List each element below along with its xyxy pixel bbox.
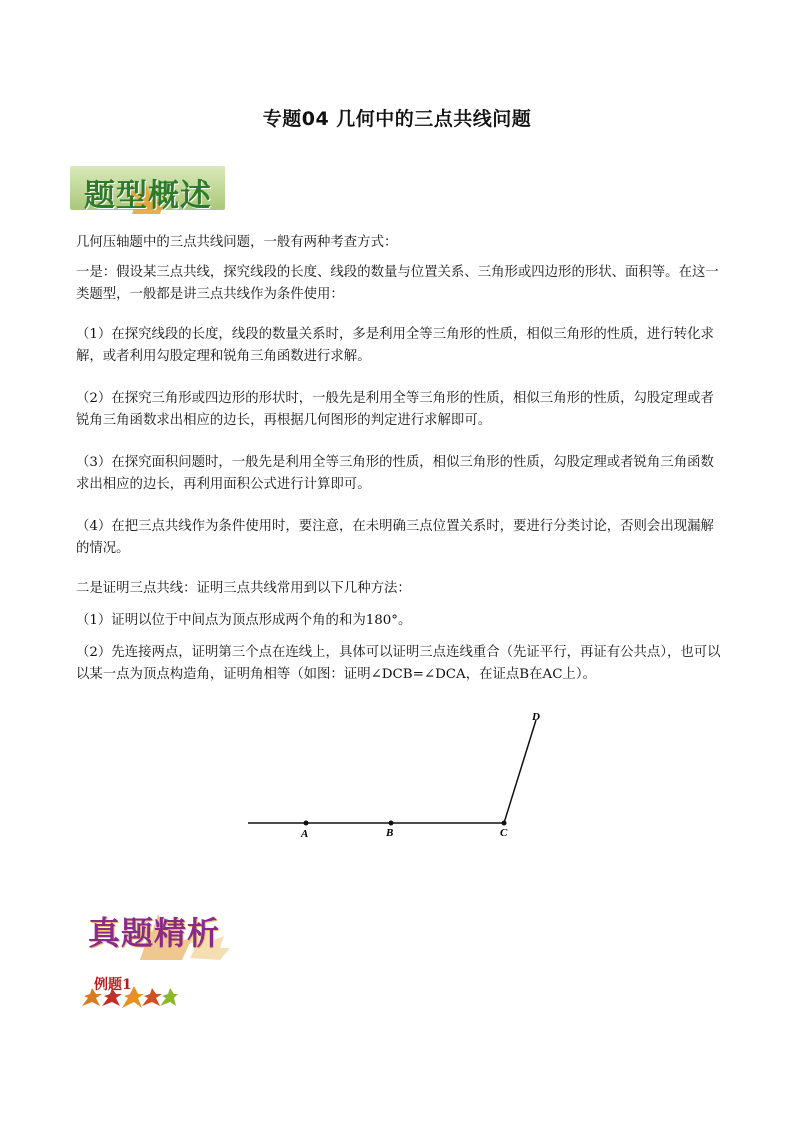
section-banner-text: 真题精析 — [88, 914, 221, 952]
section-banner-overview — [70, 166, 225, 216]
example-heading — [80, 970, 180, 1018]
paragraph-intro: 几何压轴题中的三点共线问题，一般有两种考查方式： — [76, 235, 398, 250]
paragraph-item-1: （1）在探究线段的长度，线段的数量关系时，多是利用全等三角形的性质，相似三角形的性质，进行转化求解，或者利用勾股定理和锐角三角函数进行求解。 — [76, 327, 714, 364]
point-c — [502, 821, 507, 826]
paragraph-method-1: （1）证明以位于中间点为顶点形成两个角的和为180°。 — [76, 613, 412, 628]
page-title: 专题04 几何中的三点共线问题 — [262, 108, 532, 130]
example-label: 例题1 — [94, 977, 132, 993]
paragraph-type-two: 二是证明三点共线：证明三点共线常用到以下几种方法： — [76, 581, 411, 596]
paragraph-item-3: （3）在探究面积问题时，一般先是利用全等三角形的性质，相似三角形的性质，勾股定理或者锐角三角函数求出相应的边长，再利用面积公式进行计算即可。 — [76, 455, 714, 492]
section-banner-text: 题型概述 — [84, 178, 212, 214]
paragraph-item-2: （2）在探究三角形或四边形的形状时，一般先是利用全等三角形的性质，相似三角形的性质，勾股定理或者锐角三角函数求出相应的边长，再根据几何图形的判定进行求解即可。 — [76, 391, 714, 428]
point-a — [304, 821, 309, 826]
section-banner-analysis — [80, 902, 240, 962]
label-b: B — [386, 827, 394, 839]
collinear-points-diagram — [240, 706, 560, 846]
line-cd — [504, 720, 536, 823]
label-c: C — [500, 827, 508, 839]
paragraph-item-4: （4）在把三点共线作为条件使用时，要注意，在未明确三点位置关系时，要进行分类讨论，否则会出现漏解的情况。 — [76, 519, 714, 556]
label-d: D — [532, 711, 540, 723]
paragraph-type-one: 一是：假设某三点共线，探究线段的长度、线段的数量与位置关系、三角形或四边形的形状、面积等。在这一类题型，一般都是讲三点共线作为条件使用： — [76, 265, 719, 302]
point-b — [389, 821, 394, 826]
label-a: A — [301, 828, 309, 840]
paragraph-method-2: （2）先连接两点，证明第三个点在连线上，具体可以证明三点连线重合（先证平行，再证有公共点），也可以以某一点为顶点构造角，证明角相等（如图：证明∠DCB=∠DCA，在证点B在AC上）。 — [76, 645, 721, 682]
